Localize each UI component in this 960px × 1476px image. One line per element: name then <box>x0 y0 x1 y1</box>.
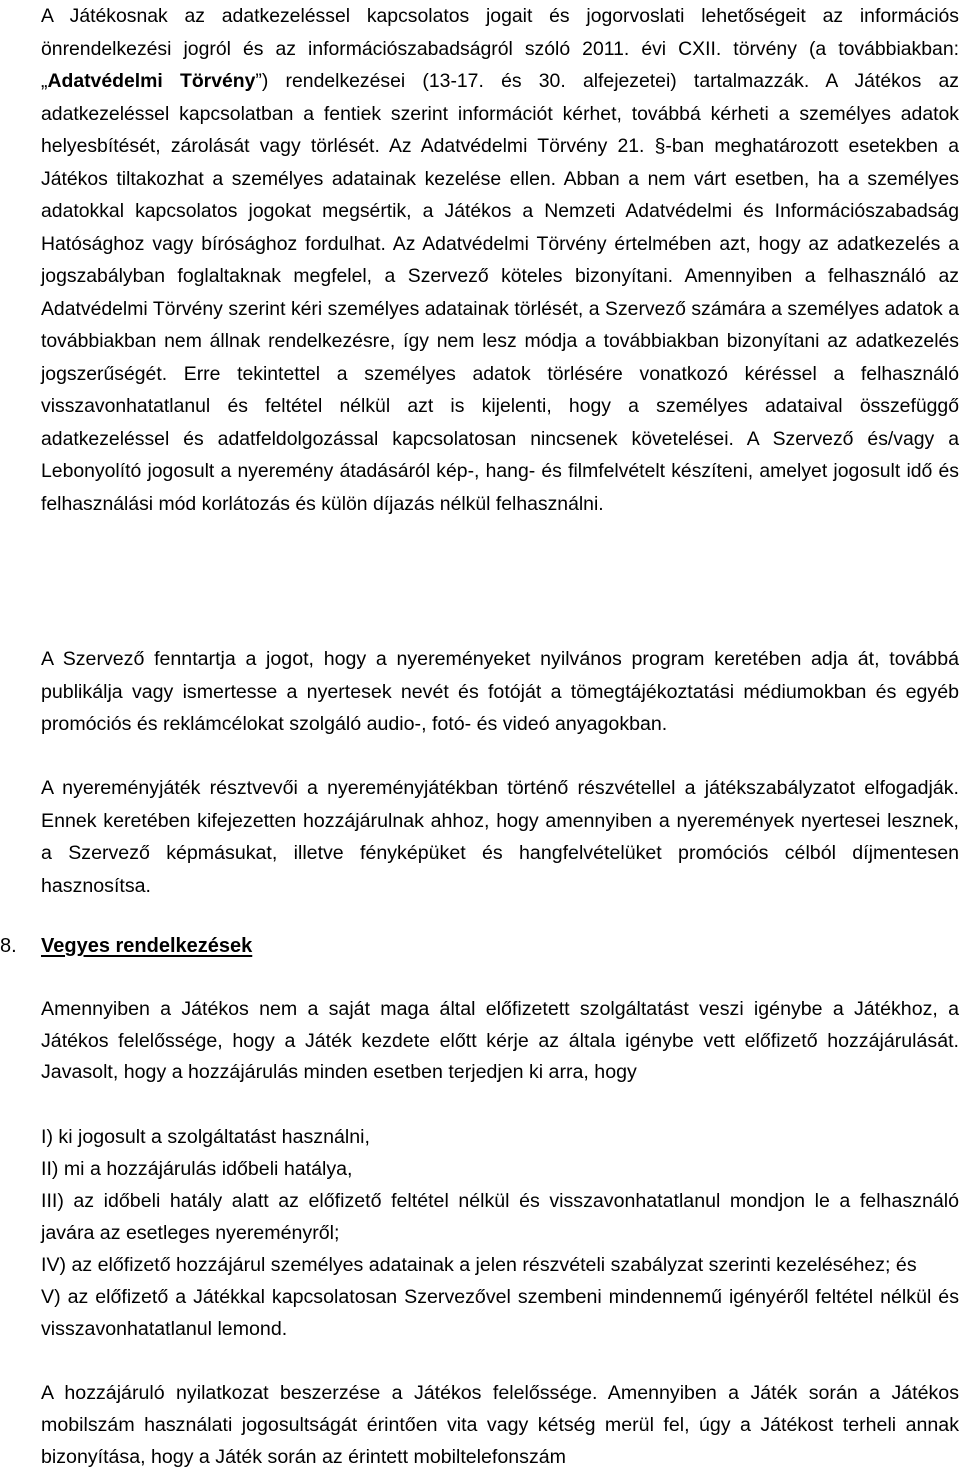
paragraph-text: A Játékosnak az adatkezeléssel kapcsolatos jogait és jogorvoslati lehetőségeit az információs önrendelkezési jogról és az információszabadságról szóló 2011. évi CXII. törvény (a továbbiakban: „ <box>41 5 959 92</box>
section-heading <box>0 930 960 962</box>
paragraph-subscriber-consent: Amennyiben a Játékos nem a saját maga által előfizetett szolgáltatást veszi igénybe a Játékhoz, a Játékos felelőssége, hogy a Játék kezdete előtt kérje az általa igénybe vett előfizető hozzájárulását. Javasolt, hogy a hozzájárulás minden esetben terjedjen ki arra, hogy <box>41 998 959 1083</box>
section-title: Vegyes rendelkezések <box>41 935 253 957</box>
paragraph-data-protection-rights <box>41 0 959 520</box>
list-item: I) ki jogosult a szolgáltatást használni, <box>41 1126 370 1148</box>
list-item: V) az előfizető a Játékkal kapcsolatosan Szervezővel szembeni mindennemű igényéről feltétel nélkül és visszavonhatatlanul lemond. <box>41 1286 959 1340</box>
law-name-bold: Adatvédelmi Törvény <box>47 70 256 92</box>
list-item: IV) az előfizető hozzájárul személyes adatainak a jelen részvételi szabályzat szerinti kezeléséhez; és <box>41 1254 917 1276</box>
consent-conditions-list <box>41 1121 959 1345</box>
paragraph-prize-publication: A Szervező fenntartja a jogot, hogy a nyereményeket nyilvános program keretében adja át, továbbá publikálja vagy ismertesse a nyertesek nevét és fotóját a tömegtájékoztatási médiumokban és egyéb promóciós és reklámcélokat szolgáló audio-, fotó- és videó anyagokban. <box>41 648 959 736</box>
section-number: 8. <box>0 935 17 957</box>
list-item: II) mi a hozzájárulás időbeli hatálya, <box>41 1158 353 1180</box>
list-item: III) az időbeli hatály alatt az előfizető feltétel nélkül és visszavonhatatlanul mondjon le a felhasználó javára az esetleges nyereményről; <box>41 1190 959 1244</box>
paragraph-text: ”) rendelkezései (13-17. és 30. alfejezetei) tartalmazzák. A Játékos az adatkezeléssel kapcsolatban a fentiek szerint információt kérhet, továbbá kérheti a személyes adatok helyesbítését, zárolását vagy törlését. Az Adatvédelmi Törvény 21. §-ban meghatározott esetekben a Játékos tiltakozhat a személyes adatainak kezelése ellen. Abban a nem várt esetben, ha a személyes adatokkal kapcsolatos jogokat megsértik, a Játékos a Nemzeti Adatvédelmi és Információszabadság Hatósághoz vagy bírósághoz fordulhat. Az Adatvédelmi Törvény értelmében azt, hogy az adatkezelés a jogszabályban foglaltaknak megfelel, a Szervező köteles bizonyítani. Amennyiben a felhasználó az Adatvédelmi Törvény szerint kéri személyes adatainak törlését, a Szervező számára a személyes adatok a továbbiakban nem állnak rendelkezésre, így nem lesz módja a továbbiakban bizonyítani az adatkezelés jogszerűségét. Erre tekintettel a személyes adatok törlésére vonatkozó kéréssel a felhasználó visszavonhatatlanul és feltétel nélkül azt is kijelenti, hogy a személyes adataival összefüggő adatkezeléssel és adatfeldolgozással kapcsolatosan nincsenek követelései. A Szervező és/vagy a Lebonyolító jogosult a nyeremény átadásáról kép-, hang- és filmfelvételt készíteni, amelyet jogosult idő és felhasználási mód korlátozás és külön díjazás nélkül felhasználni. <box>41 70 959 515</box>
paragraph-consent-responsibility: A hozzájáruló nyilatkozat beszerzése a Játékos felelőssége. Amennyiben a Játék során a Játékos mobilszám használati jogosultságát érintően vita vagy kétség merül fel, úgy a Játékost terheli annak bizonyítása, hogy a Játék során az érintett mobiltelefonszám <box>41 1382 959 1468</box>
paragraph-participant-consent: A nyereményjáték résztvevői a nyereményjátékban történő részvétellel a játékszabályzatot elfogadják. Ennek keretében kifejezetten hozzájárulnak ahhoz, hogy amennyiben a nyeremények nyertesei lesznek, a Szervező képmásukat, illetve fényképüket és hangfelvételüket promóciós célból díjmentesen hasznosítsa. <box>41 777 959 898</box>
